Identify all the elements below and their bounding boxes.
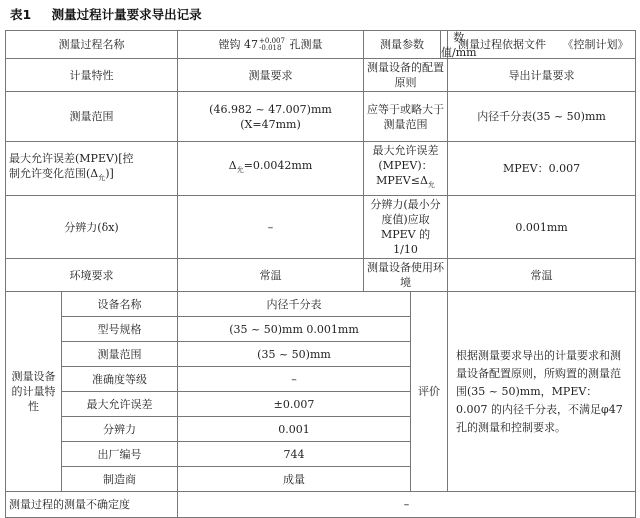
caption-number: 表1: [10, 7, 32, 22]
device-item-value: 0.001: [178, 417, 411, 442]
table-header-row: [6, 31, 636, 59]
tolerance-lower: -0.018: [259, 44, 282, 52]
row-range: [6, 92, 636, 142]
range-derived: 内径千分表(35 ~ 50)mm: [448, 92, 636, 142]
device-item-name: 准确度等级: [62, 367, 178, 392]
range-principle: 应等于或略大于测量范围: [364, 92, 448, 142]
basis-label: 测量过程依据文件: [458, 38, 547, 51]
resolution-label: 分辨力(δx): [6, 196, 178, 259]
device-item-name: 测量范围: [62, 342, 178, 367]
process-name-value: [178, 31, 364, 59]
mpev-label-suffix: )]: [105, 166, 114, 180]
param-cell: [364, 30, 477, 59]
column-header-row: [6, 59, 636, 92]
environment-label: 环境要求: [6, 259, 178, 292]
environment-derived: 常温: [448, 259, 636, 292]
device-item-name: 设备名称: [62, 292, 178, 317]
mpev-req-suffix: =0.0042mm: [243, 159, 313, 173]
device-group-line1: 测量设备: [11, 370, 56, 383]
device-item-value: (35 ~ 50)mm: [178, 342, 411, 367]
uncertainty-label: 测量过程的测量不确定度: [6, 492, 178, 518]
mpev-principle-line2: [367, 173, 444, 193]
process-name-label: 测量过程名称: [6, 31, 178, 59]
range-requirement: [178, 92, 364, 142]
device-group-label: [6, 292, 62, 492]
col-header-derived: 导出计量要求: [448, 59, 636, 92]
resolution-principle-line2: MPEV 的 1/10: [380, 228, 431, 256]
device-item-name: 最大允许误差: [62, 392, 178, 417]
range-requirement-line2: (X=47mm): [240, 117, 301, 131]
row-uncertainty: [6, 492, 636, 518]
mpev-label-line2: [9, 166, 174, 186]
environment-requirement: 常温: [178, 259, 364, 292]
param-value: 数值/mm: [441, 30, 477, 59]
mpev-label-line1: 最大允许误差(MPEV)[控: [9, 151, 134, 165]
mpev-principle-prefix: MPEV≤Δ: [376, 174, 428, 188]
mpev-principle-line1: 最大允许误差(MPEV)：: [372, 144, 439, 173]
col-header-characteristic: 计量特性: [6, 59, 178, 92]
table-caption: [10, 5, 202, 23]
device-item-name: 出厂编号: [62, 442, 178, 467]
row-resolution: [6, 196, 636, 259]
evaluation-text: 根据测量要求导出的计量要求和测量设备配置原则，所购置的测量范围(35 ~ 50)mm，MPEV：0.007 的内径千分表，不满足φ47孔的测量和控制要求。: [448, 292, 636, 492]
resolution-derived: 0.001mm: [448, 196, 636, 259]
mpev-label-sub: 允: [98, 174, 106, 183]
range-label: 测量范围: [6, 92, 178, 142]
mpev-req-sub: 允: [236, 166, 244, 175]
basis-value: 《控制计划》: [562, 38, 629, 51]
resolution-requirement: –: [178, 196, 364, 259]
mpev-req-prefix: Δ: [228, 159, 237, 173]
device-group-line2: 的计量特: [11, 385, 56, 398]
device-item-value: ±0.007: [178, 392, 411, 417]
evaluation-label: 评价: [411, 292, 448, 492]
row-mpev: [6, 142, 636, 196]
mpev-principle-sub: 允: [427, 181, 435, 190]
device-item-name: 型号规格: [62, 317, 178, 342]
environment-principle: 测量设备使用环境: [364, 259, 448, 292]
tolerance-upper: +0.007: [259, 37, 285, 45]
mpev-principle: [364, 142, 448, 196]
device-item-name: 制造商: [62, 467, 178, 492]
mpev-requirement: [178, 142, 364, 196]
mpev-label-prefix: 制允许变化范围(Δ: [9, 166, 99, 180]
tolerance: [259, 38, 285, 52]
device-row: [6, 292, 636, 317]
device-item-value: 744: [178, 442, 411, 467]
caption-title: 测量过程计量要求导出记录: [51, 7, 202, 22]
row-environment: [6, 259, 636, 292]
basis-cell: [448, 31, 636, 59]
device-group-line3: 性: [28, 400, 39, 413]
device-item-name: 分辨力: [62, 417, 178, 442]
mpev-derived: MPEV：0.007: [448, 142, 636, 196]
device-item-value: 内径千分表: [178, 292, 411, 317]
device-item-value: 成量: [178, 467, 411, 492]
uncertainty-value: –: [178, 492, 636, 518]
mpev-label: [6, 142, 178, 196]
process-name-prefix: 镗钩 47: [218, 38, 259, 51]
measurement-record-table: [5, 30, 636, 518]
col-header-requirement: 测量要求: [178, 59, 364, 92]
resolution-principle: [364, 196, 448, 259]
resolution-principle-line1: 分辨力(最小分度值)应取: [370, 198, 441, 226]
range-requirement-line1: (46.982 ~ 47.007)mm: [209, 102, 332, 116]
process-name-suffix: 孔测量: [285, 38, 323, 51]
device-item-value: (35 ~ 50)mm 0.001mm: [178, 317, 411, 342]
param-label: 测量参数: [364, 31, 441, 58]
device-item-value: –: [178, 367, 411, 392]
col-header-principle: 测量设备的配置原则: [364, 59, 448, 92]
